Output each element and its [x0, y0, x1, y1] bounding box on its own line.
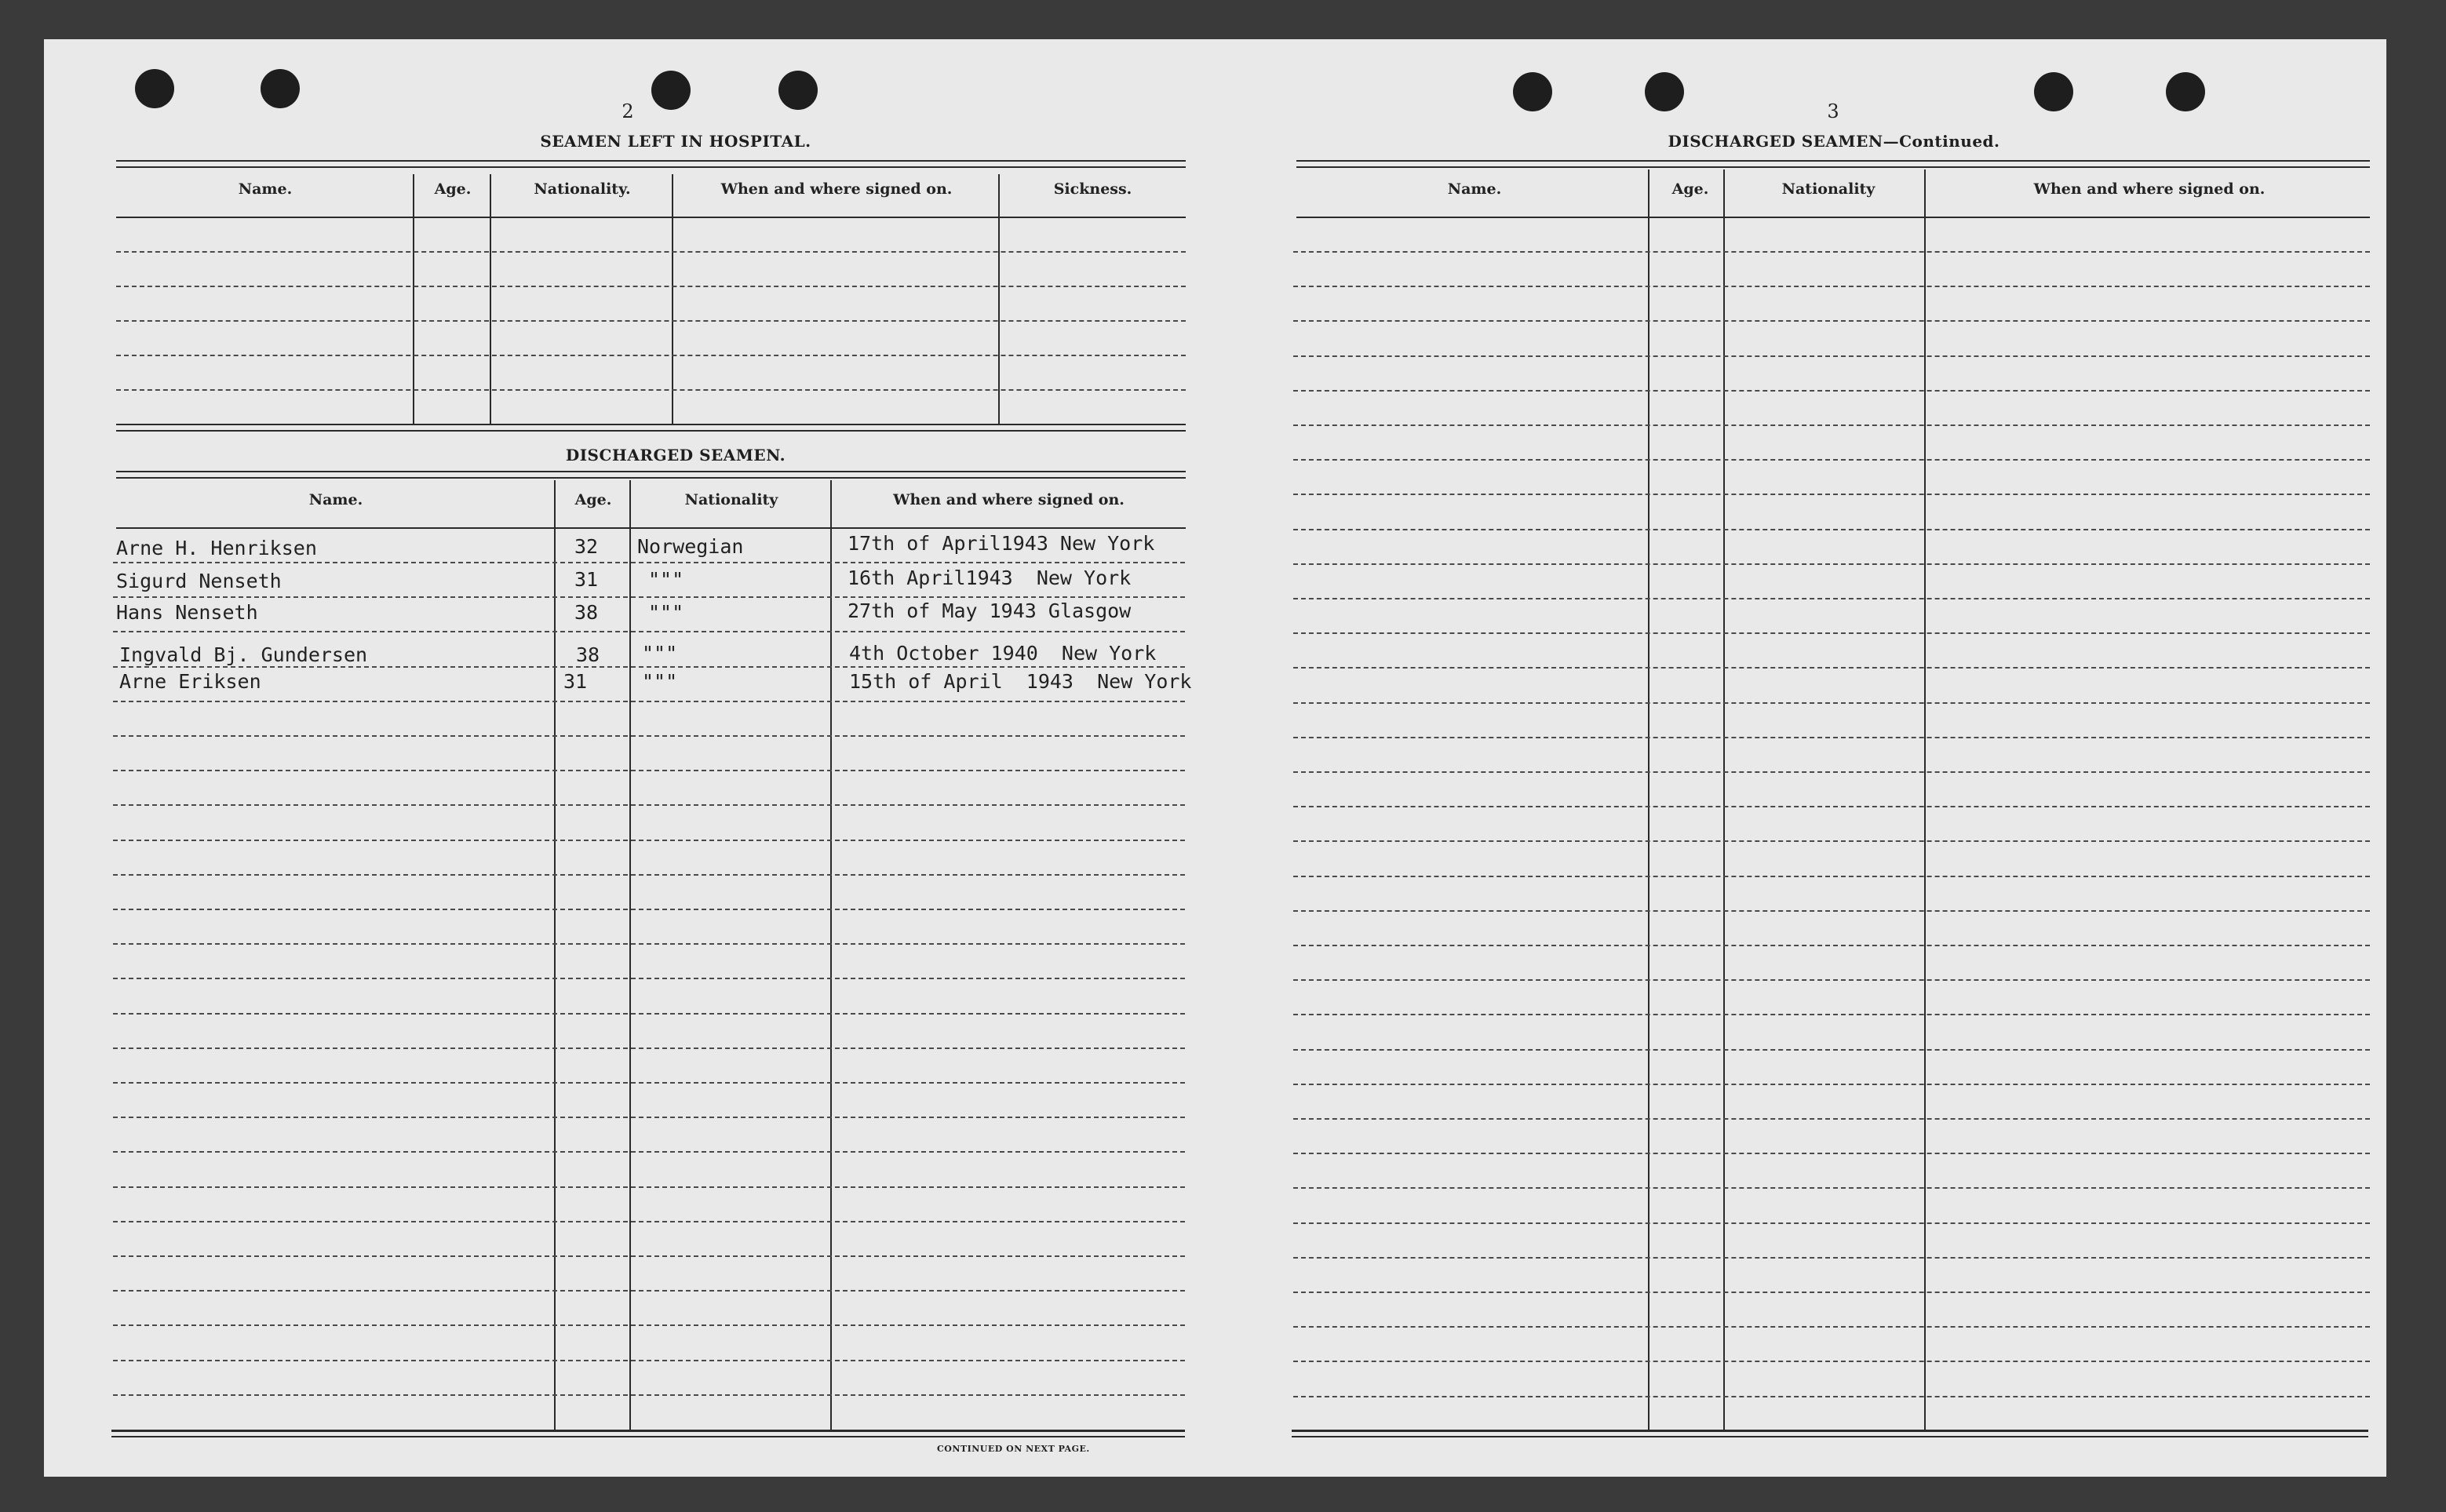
col-divider [830, 480, 832, 1430]
col-header-signed-on: When and where signed on. [893, 491, 1125, 508]
entry-line [1293, 529, 2370, 530]
col-header-nationality: Nationality. [534, 180, 631, 198]
rule [111, 1430, 1185, 1432]
entry-line [1293, 1361, 2370, 1362]
row-signed-on: 16th April1943 New York [848, 567, 1132, 589]
page-number-right: 3 [1827, 100, 1839, 122]
rule [116, 430, 1186, 432]
rule [116, 424, 1186, 425]
binder-hole [135, 69, 174, 108]
entry-line [1293, 737, 2370, 738]
entry-line [1293, 1014, 2370, 1015]
entry-line [1293, 702, 2370, 704]
entry-line [113, 596, 1185, 598]
col-header-nationality: Nationality [1781, 180, 1876, 198]
entry-line [1293, 1118, 2370, 1120]
rule [116, 217, 1186, 218]
binder-hole [1645, 72, 1684, 111]
entry-line [1293, 840, 2370, 842]
col-header-name: Name. [308, 491, 363, 508]
row-name: Arne H. Henriksen [116, 537, 317, 559]
entry-line [1293, 876, 2370, 877]
entry-line [116, 286, 1186, 287]
binder-hole [2034, 72, 2073, 111]
entry-line [113, 1290, 1185, 1292]
entry-line [113, 770, 1185, 771]
entry-line [1293, 1257, 2370, 1259]
entry-line [113, 1117, 1185, 1118]
entry-line [113, 1047, 1185, 1049]
row-nationality: Norwegian [637, 535, 744, 558]
entry-line [113, 631, 1185, 632]
col-header-signed-on: When and where signed on. [2033, 180, 2266, 198]
row-name: Arne Eriksen [119, 670, 261, 693]
rule [111, 1436, 1185, 1437]
rule [116, 527, 1186, 529]
entry-line [1293, 1187, 2370, 1189]
entry-line [1293, 771, 2370, 773]
binder-hole [1513, 72, 1552, 111]
entry-line [1293, 1326, 2370, 1328]
entry-line [1293, 910, 2370, 912]
discharged-section-title: DISCHARGED SEAMEN. [565, 446, 786, 465]
col-divider [629, 480, 631, 1430]
rule [116, 477, 1186, 479]
col-header-age: Age. [434, 180, 472, 198]
continued-note: CONTINUED ON NEXT PAGE. [937, 1444, 1090, 1454]
entry-line [113, 978, 1185, 979]
entry-line [1293, 1049, 2370, 1051]
row-nationality: """ [642, 642, 678, 665]
entry-line [113, 562, 1185, 563]
entry-line [1293, 1084, 2370, 1085]
entry-line [113, 840, 1185, 841]
entry-line [1293, 286, 2370, 287]
col-header-name: Name. [1447, 180, 1502, 198]
entry-line [113, 1255, 1185, 1257]
rule [116, 471, 1186, 472]
entry-line [116, 320, 1186, 322]
col-header-sickness: Sickness. [1053, 180, 1132, 198]
row-age: 31 [574, 568, 599, 591]
entry-line [1293, 945, 2370, 946]
entry-line [116, 251, 1186, 253]
col-header-age: Age. [574, 491, 612, 508]
discharged-continued-title: DISCHARGED SEAMEN—Continued. [1668, 132, 2000, 151]
binder-hole [261, 69, 300, 108]
row-signed-on: 15th of April 1943 New York [849, 670, 1192, 693]
rule [1292, 1436, 2368, 1437]
entry-line [1293, 251, 2370, 253]
rule [116, 166, 1186, 168]
entry-line [1293, 320, 2370, 322]
rule [1296, 160, 2370, 162]
entry-line [113, 1186, 1185, 1188]
entry-line [113, 1082, 1185, 1084]
entry-line [113, 1394, 1185, 1396]
entry-line [116, 355, 1186, 356]
col-header-signed-on: When and where signed on. [720, 180, 953, 198]
entry-line [1293, 979, 2370, 981]
entry-line [113, 874, 1185, 876]
entry-line [1293, 806, 2370, 807]
row-age: 32 [574, 535, 599, 558]
row-name: Ingvald Bj. Gundersen [119, 643, 368, 666]
document-sheet [44, 39, 2386, 1477]
col-divider [998, 174, 1000, 425]
row-age: 31 [563, 670, 588, 693]
entry-line [1293, 424, 2370, 426]
row-signed-on: 27th of May 1943 Glasgow [848, 599, 1132, 622]
entry-line [1293, 598, 2370, 599]
entry-line [1293, 1222, 2370, 1224]
entry-line [113, 735, 1185, 737]
col-divider [672, 174, 673, 425]
entry-line [1293, 390, 2370, 392]
col-header-name: Name. [238, 180, 293, 198]
entry-line [113, 1324, 1185, 1326]
entry-line [113, 1013, 1185, 1015]
entry-line [1293, 1292, 2370, 1293]
col-divider [1924, 169, 1926, 1430]
col-divider [1723, 169, 1725, 1430]
entry-line [113, 1360, 1185, 1361]
entry-line [1293, 667, 2370, 669]
entry-line [113, 701, 1185, 702]
col-header-age: Age. [1671, 180, 1709, 198]
entry-line [1293, 459, 2370, 461]
entry-line [113, 909, 1185, 910]
col-header-nationality: Nationality [684, 491, 778, 508]
binder-hole [778, 71, 818, 110]
row-nationality: """ [648, 568, 684, 591]
binder-hole [2166, 72, 2205, 111]
rule [1296, 217, 2370, 218]
row-nationality: """ [642, 670, 678, 693]
row-age: 38 [576, 643, 600, 666]
col-divider [413, 174, 414, 425]
col-divider [1648, 169, 1650, 1430]
row-signed-on: 17th of April1943 New York [848, 532, 1155, 555]
row-name: Hans Nenseth [116, 601, 258, 624]
entry-line [113, 1221, 1185, 1222]
entry-line [1293, 355, 2370, 357]
entry-line [113, 804, 1185, 806]
rule [116, 160, 1186, 162]
entry-line [113, 666, 1185, 668]
hospital-section-title: SEAMEN LEFT IN HOSPITAL. [540, 132, 811, 151]
rule [1296, 166, 2370, 168]
row-age: 38 [574, 601, 599, 624]
row-nationality: """ [648, 601, 684, 624]
page-number-left: 2 [622, 100, 634, 122]
entry-line [113, 943, 1185, 945]
entry-line [1293, 1396, 2370, 1397]
entry-line [1293, 1153, 2370, 1154]
entry-line [113, 1151, 1185, 1153]
row-name: Sigurd Nenseth [116, 570, 282, 592]
entry-line [1293, 632, 2370, 634]
entry-line [116, 389, 1186, 391]
col-divider [490, 174, 491, 425]
row-signed-on: 4th October 1940 New York [849, 642, 1157, 665]
entry-line [1293, 494, 2370, 495]
rule [1292, 1430, 2368, 1432]
col-divider [554, 480, 556, 1430]
entry-line [1293, 563, 2370, 565]
